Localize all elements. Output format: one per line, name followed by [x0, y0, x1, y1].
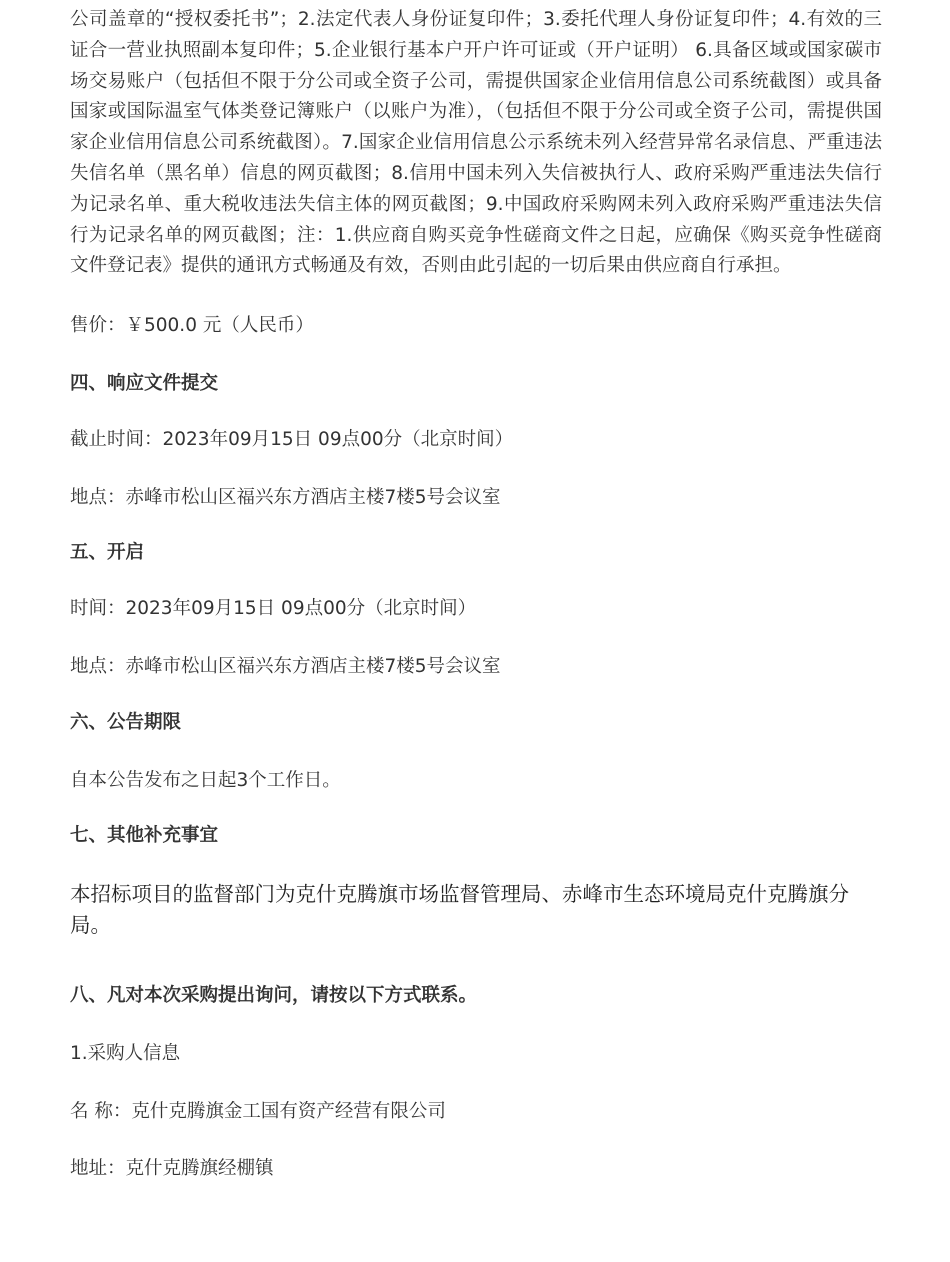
announcement-document: [70, 0, 882, 1184]
document-price: 售价：￥500.0 元（人民币）: [70, 315, 314, 337]
section-4-heading: 四、响应文件提交: [70, 372, 219, 394]
purchaser-address: 地址：克什克腾旗经棚镇: [70, 1157, 274, 1179]
submission-deadline: 截止时间：2023年09月15日 09点00分（北京时间）: [70, 428, 514, 450]
submission-location: 地点：赤峰市松山区福兴东方酒店主楼7楼5号会议室: [70, 486, 501, 508]
section-7-heading: 七、其他补充事宜: [70, 825, 219, 847]
opening-time: 时间：2023年09月15日 09点00分（北京时间）: [70, 598, 477, 620]
purchaser-name: 名 称：克什克腾旗金工国有资产经营有限公司: [70, 1100, 446, 1122]
opening-location: 地点：赤峰市松山区福兴东方酒店主楼7楼5号会议室: [70, 655, 501, 677]
supervision-department: 本招标项目的监督部门为克什克腾旗市场监督管理局、赤峰市生态环境局克什克腾旗分局。: [70, 882, 849, 938]
qualification-documents-paragraph: 公司盖章的“授权委托书”；2.法定代表人身份证复印件；3.委托代理人身份证复印件；4.有效的三证合一营业执照副本复印件；5.企业银行基本户开户许可证或（开户证明） 6.具备区域或国家碳市场交易账户（包括但不限于分公司或全资子公司，需提供国家企业信用信息公司系统截图）或具备国家或国际温室气体类登记簿账户（以账户为准），（包括但不限于分公司或全资子公司，需提供国家企业信用信息公司系统截图）。7.国家企业信用信息公示系统未列入经营异常名录信息、严重违法失信名单（黑名单）信息的网页截图；8.信用中国未列入失信被执行人、政府采购严重违法失信行为记录名单、重大税收违法失信主体的网页截图；9.中国政府采购网未列入政府采购严重违法失信行为记录名单的网页截图；注：1.供应商自购买竞争性磋商文件之日起，应确保《购买竞争性磋商文件登记表》提供的通讯方式畅通及有效，否则由此引起的一切后果由供应商自行承担。: [70, 9, 882, 277]
section-6-heading: 六、公告期限: [70, 711, 182, 733]
section-5-heading: 五、开启: [70, 542, 145, 564]
purchaser-info-label: 1.采购人信息: [70, 1042, 181, 1064]
announcement-period: 自本公告发布之日起3个工作日。: [70, 769, 341, 791]
section-8-heading: 八、凡对本次采购提出询问，请按以下方式联系。: [70, 985, 478, 1007]
